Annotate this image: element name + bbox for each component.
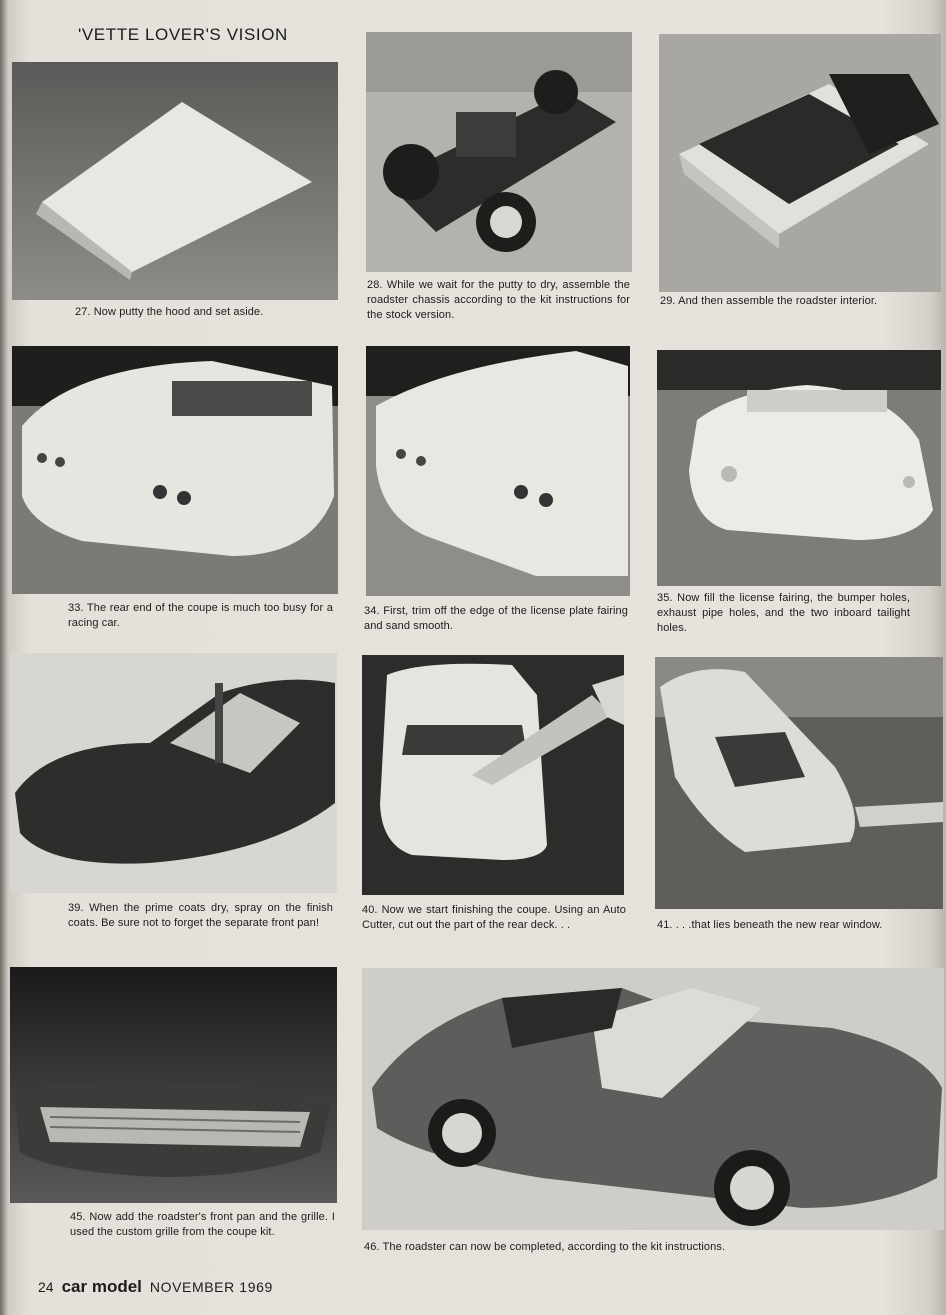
photo-40-auto-cutter — [362, 655, 624, 895]
caption-34: 34. First, trim off the edge of the license plate fairing and sand smooth. — [364, 605, 628, 632]
caption-40: 40. Now we start finishing the coupe. Using an Auto Cutter, cut out the part of the rear deck. . . — [362, 904, 626, 931]
photo-27-hood — [12, 62, 338, 300]
page-number: 24 — [38, 1279, 54, 1295]
photo-33-rear-end — [12, 346, 338, 594]
photo-41-rear-window — [655, 657, 943, 909]
caption-45: 45. Now add the roadster's front pan and the grille. I used the custom grille from the coupe kit. — [70, 1211, 335, 1238]
caption-39: 39. When the prime coats dry, spray on the finish coats. Be sure not to forget the separate front pan! — [68, 902, 333, 929]
photo-46-completed-roadster — [362, 968, 944, 1230]
issue-date: NOVEMBER 1969 — [149, 1279, 273, 1295]
photo-28-chassis — [366, 32, 632, 272]
caption-33: 33. The rear end of the coupe is much too busy for a racing car. — [68, 602, 333, 629]
caption-41: 41. . . .that lies beneath the new rear window. — [657, 919, 883, 931]
caption-28: 28. While we wait for the putty to dry, assemble the roadster chassis according to the kit instructions for the stock version. — [367, 279, 630, 321]
photo-34-trim-fairing — [366, 346, 630, 596]
caption-29: 29. And then assemble the roadster interior. — [660, 295, 878, 307]
photo-35-filled-rear — [657, 350, 941, 586]
photo-29-interior — [659, 34, 941, 292]
magazine-name: car model — [61, 1277, 142, 1296]
photo-39-front-pan-painted — [10, 653, 337, 893]
page-footer — [38, 1277, 273, 1297]
page-header-title: 'VETTE LOVER'S VISION — [78, 25, 288, 44]
photo-45-grille — [10, 967, 337, 1203]
caption-27: 27. Now putty the hood and set aside. — [75, 306, 264, 318]
caption-35: 35. Now fill the license fairing, the bumper holes, exhaust pipe holes, and the two inboard tailight holes. — [657, 592, 910, 634]
caption-46: 46. The roadster can now be completed, according to the kit instructions. — [364, 1241, 726, 1253]
